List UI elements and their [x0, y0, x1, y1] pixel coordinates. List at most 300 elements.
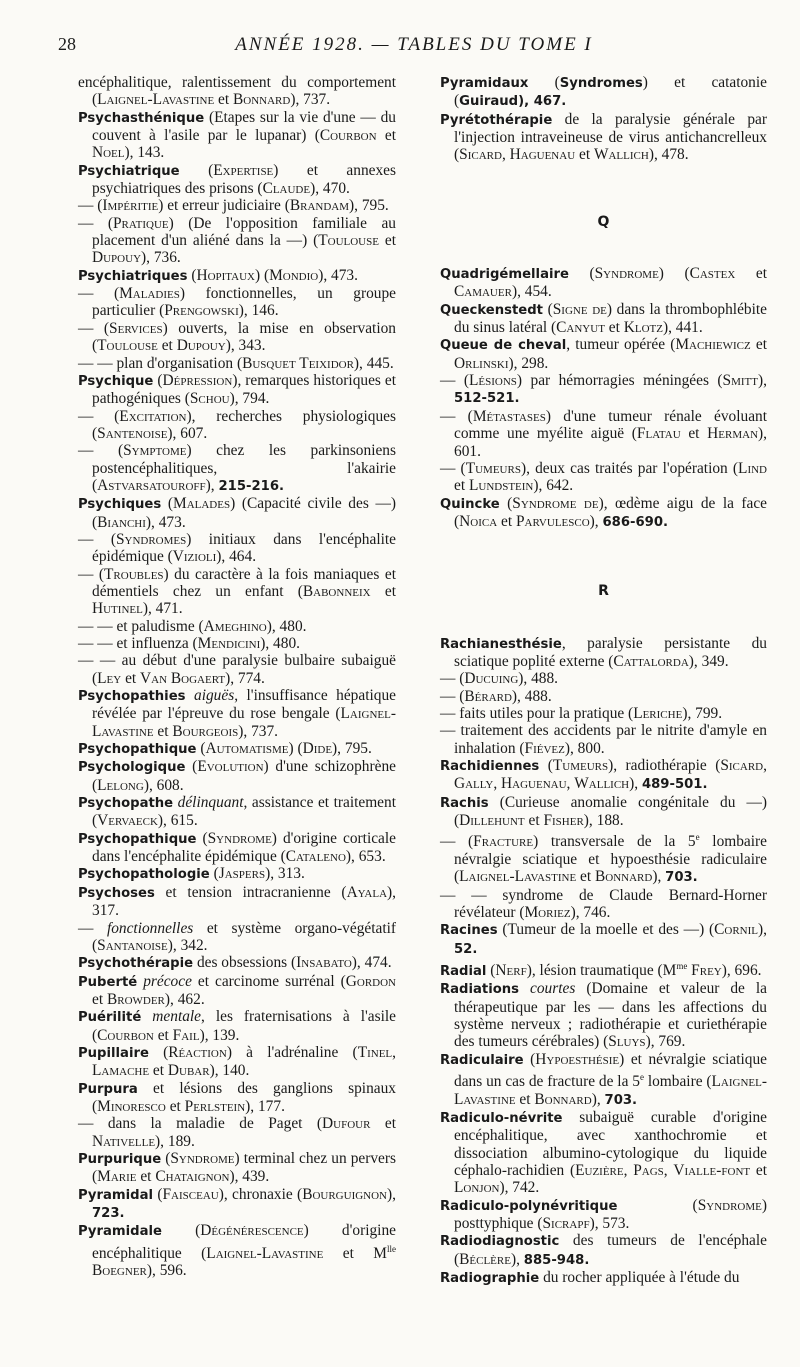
entry-text: et	[136, 1168, 156, 1186]
entry-text: — (	[440, 687, 465, 705]
entry-text: (	[148, 1043, 169, 1061]
entry-headword: Psychiatriques	[78, 268, 188, 284]
entry-text: Vervaeck	[97, 812, 158, 830]
entry-text: Maladies	[119, 285, 180, 303]
entry-text: Ducuing	[464, 670, 519, 688]
entry-text: ),	[629, 775, 642, 793]
entry-text: — traitement des accidents par le nitrite d'amyle en inhalation (	[440, 722, 767, 757]
entry-text: (	[499, 494, 513, 512]
entry-text: Euzière	[575, 1161, 624, 1179]
entry-text: (	[153, 1185, 163, 1203]
entry-text: (	[523, 1050, 536, 1068]
entry-text	[519, 980, 530, 997]
entry-text: Dide	[302, 740, 333, 758]
entry-text: ), 177.	[245, 1097, 285, 1115]
entry-text: ), remarques historiques et pathogéniques (	[92, 371, 396, 408]
entry-text: ), 607.	[167, 424, 208, 442]
index-entry	[440, 74, 767, 111]
entry-text: — (	[440, 833, 474, 851]
entry-text: ), 441.	[662, 319, 703, 337]
entry-text: ,	[763, 756, 767, 774]
entry-text: Insabato	[296, 954, 352, 972]
index-entry	[78, 285, 396, 320]
entry-text: et	[378, 232, 396, 250]
entry-text: lle	[386, 1243, 396, 1254]
entry-text: 512-521.	[454, 391, 520, 407]
entry-text: Hopitaux	[196, 266, 255, 284]
index-entry	[78, 74, 396, 109]
entry-text: (	[568, 265, 595, 283]
index-entry	[440, 887, 767, 922]
entry-text: ) à l'adrénaline (	[226, 1043, 358, 1061]
entry-text	[186, 687, 195, 704]
entry-text: Syndrome	[697, 1196, 762, 1214]
entry-headword: Psychoses	[78, 885, 155, 901]
entry-text: Cataleno	[285, 848, 346, 866]
entry-text: ),	[387, 1185, 396, 1203]
entry-text: et M	[323, 1244, 387, 1262]
entry-text: et	[680, 425, 708, 443]
index-entry	[78, 1115, 396, 1150]
index-entry	[78, 197, 396, 214]
entry-text: ) d'une schizophrène (	[92, 758, 396, 794]
index-entry	[78, 884, 396, 920]
entry-text: ) ouverts, la mise en observation (	[92, 319, 396, 355]
entry-text: Machiewicz	[675, 336, 751, 354]
entry-text: Impéritie	[102, 197, 159, 215]
entry-text: ), 298.	[508, 354, 549, 372]
entry-text: et	[376, 127, 396, 145]
entry-text: Vialle-font	[673, 1161, 751, 1179]
entry-headword: Quincke	[440, 496, 500, 512]
entry-text: Toulouse	[97, 337, 158, 355]
index-entry	[78, 1222, 396, 1279]
entry-text: et	[214, 91, 233, 109]
entry-text: ), 473.	[318, 266, 358, 284]
entry-text: et	[604, 319, 624, 337]
entry-text: et	[370, 1115, 396, 1133]
entry-text: Syndromes	[115, 530, 187, 548]
entry-headword: Psychopathies	[78, 689, 186, 705]
entry-text: ), 596.	[146, 1262, 187, 1280]
entry-text: Symptome	[123, 442, 187, 460]
entry-text: (	[161, 1222, 201, 1240]
entry-text: Bourguignon	[302, 1185, 388, 1203]
entry-text: Haguenau	[501, 775, 567, 793]
entry-text: Laignel-Lavastine	[92, 705, 396, 740]
index-entry	[440, 460, 767, 495]
entry-text: e	[639, 1072, 644, 1083]
entry-headword: Radiculaire	[440, 1052, 524, 1068]
entry-text: 885-948.	[523, 1252, 590, 1268]
entry-text: , tumeur opérée (	[566, 336, 676, 354]
entry-text: Laignel-Lavastine	[206, 1244, 324, 1262]
entry-text: Pratique	[113, 214, 169, 232]
entry-text: ) et erreur judiciaire (	[158, 197, 290, 215]
entry-text: ) fonctionnelles, un groupe particulier (	[92, 285, 396, 320]
index-entry	[440, 1109, 767, 1197]
index-entry	[440, 670, 767, 687]
entry-text: ), 653.	[345, 848, 386, 866]
entry-text: Minoresco	[97, 1097, 166, 1115]
right-column	[440, 74, 767, 1287]
index-entry	[440, 958, 767, 980]
entry-text: ),	[758, 921, 767, 939]
entry-text: 686-690.	[602, 514, 669, 530]
entry-text: Klotz	[623, 319, 663, 337]
index-entry	[440, 1197, 767, 1233]
entry-text: ), 146.	[238, 302, 279, 320]
index-entry	[78, 687, 396, 740]
entry-text: ) chez les parkinsoniens postencéphalitiques, l'akairie (	[92, 442, 396, 494]
entry-text: ), 342.	[167, 936, 208, 954]
entry-text: Claude	[262, 180, 311, 198]
entry-text: et	[157, 337, 177, 355]
entry-text: ),	[205, 476, 219, 494]
entry-text: Noica	[459, 512, 498, 530]
entry-text: ) (De l'opposition familiale au placement d'un aliéné dans la —) (	[92, 214, 396, 250]
index-entry	[78, 408, 396, 443]
entry-text: Toulouse	[318, 232, 379, 250]
entry-text: lombaire (	[643, 1073, 712, 1091]
entry-text: Cornil	[714, 921, 759, 939]
entry-text: Santanoise	[97, 936, 168, 954]
entry-text: — (	[440, 459, 466, 477]
index-entry	[440, 301, 767, 337]
entry-headword: Quadrigémellaire	[440, 267, 569, 283]
entry-text: — (	[78, 565, 105, 583]
index-entry	[440, 829, 767, 886]
index-entry	[440, 111, 767, 164]
entry-text: délinquant	[177, 794, 244, 812]
index-entry	[78, 865, 396, 883]
entry-text: et lésions des ganglions spinaux (	[92, 1079, 396, 1115]
entry-text: Métastases	[472, 407, 546, 425]
entry-text: et	[153, 722, 173, 740]
entry-text: ), 488.	[511, 687, 552, 705]
index-entry	[440, 757, 767, 794]
entry-text: me	[676, 960, 688, 971]
entry-text	[141, 1008, 152, 1025]
entry-text: ) et annexes psychiatriques des prisons (	[92, 161, 396, 198]
entry-text: (	[486, 962, 496, 979]
entry-text: — (	[440, 372, 469, 390]
entry-text: Flatau	[636, 425, 681, 443]
entry-text: — (	[78, 285, 120, 303]
entry-text: ), 439.	[229, 1168, 270, 1186]
index-entry	[78, 652, 396, 687]
entry-text: ), 615.	[157, 812, 198, 830]
entry-text: Sicard	[459, 146, 502, 164]
index-entry	[78, 267, 396, 285]
entry-text: Dépression	[162, 371, 233, 389]
entry-headword: Queue de cheval	[440, 338, 567, 354]
entry-text: — — plan d'organisation (	[78, 354, 243, 372]
entry-headword: Radiations	[440, 982, 520, 998]
entry-text: Chataignon	[155, 1168, 230, 1186]
entry-headword: Psychique	[78, 373, 154, 389]
entry-text: Marie	[97, 1168, 137, 1186]
entry-text: et carcinome surrénal (	[191, 972, 346, 990]
entry-text: Brandam	[289, 197, 350, 215]
entry-text: ), 471.	[142, 600, 183, 618]
entry-text: (Etapes sur la vie d'une — du couvent à l'asile par le lupanar) (	[92, 108, 396, 145]
entry-text: lombaire névralgie sciatique et hypoesthésie radiculaire (	[454, 833, 767, 886]
entry-text: Tinel	[357, 1043, 393, 1061]
entry-text: Leriche	[633, 704, 683, 722]
entry-text: Bonnard	[232, 91, 291, 109]
entry-text: et système organo-végétatif (	[92, 919, 396, 954]
entry-text: et	[515, 1090, 535, 1108]
index-entry	[440, 265, 767, 301]
entry-text: Fracture	[473, 833, 534, 851]
entry-text: Busquet Teixidor	[242, 354, 354, 372]
entry-text: Lelong	[97, 776, 144, 794]
index-entry	[440, 408, 767, 460]
entry-text: ,	[501, 146, 510, 164]
index-entry	[78, 920, 396, 955]
entry-text: Béclère	[459, 1250, 511, 1268]
entry-headword: Pyrétothérapie	[440, 112, 553, 128]
entry-headword: Purpura	[78, 1081, 138, 1097]
entry-text: — (	[78, 214, 113, 232]
entry-text: (Curieuse anomalie congénitale du —) (	[454, 793, 767, 829]
section-letter: Q	[597, 213, 610, 230]
entry-headword: Guiraud	[459, 94, 519, 110]
entry-text: Syndrome de	[512, 494, 599, 512]
index-entry	[440, 336, 767, 372]
entry-headword: Radiographie	[440, 1270, 540, 1286]
entry-text: — (	[78, 442, 124, 460]
entry-text: Ley	[97, 669, 122, 687]
entry-text: ) initiaux dans l'encéphalite épidémique (	[92, 530, 396, 566]
entry-text: , l'insuffisance hépatique révélée par l'épreuve du rose bengale (	[92, 687, 396, 723]
entry-text: Vizioli	[172, 548, 217, 566]
index-entry	[78, 954, 396, 972]
entry-text: Bianchi	[97, 513, 146, 531]
entry-text: ), 454.	[511, 283, 552, 301]
entry-text: Evolution	[197, 758, 264, 776]
entry-text: et	[750, 336, 768, 354]
entry-text: ), 696.	[721, 962, 762, 979]
entry-text: Parvulesco	[515, 512, 590, 530]
entry-text: Schou	[189, 390, 230, 408]
entry-text: ) terminal chez un pervers (	[92, 1149, 396, 1186]
entry-text: précoce	[143, 972, 192, 990]
index-entry	[78, 830, 396, 866]
entry-text: Dubar	[167, 1062, 210, 1080]
entry-text: Wallich	[574, 775, 630, 793]
entry-headword: Puberté	[78, 974, 138, 990]
index-entry	[78, 794, 396, 830]
entry-text: Smitt	[722, 372, 758, 390]
entry-text: Sicrapf	[542, 1214, 590, 1232]
entry-text: ), 774.	[225, 669, 265, 687]
entry-text: Mondio	[269, 266, 319, 284]
entry-text: Fiévez	[524, 739, 565, 757]
entry-text: , les fraternisations à l'asile (	[92, 1008, 396, 1044]
entry-text: ), 317.	[92, 883, 396, 920]
entry-text: ), 769.	[645, 1033, 686, 1051]
entry-text: 723.	[92, 1206, 125, 1221]
entry-text: — (	[78, 197, 103, 215]
entry-text: ), 140.	[209, 1062, 250, 1080]
entry-text: (Tumeur de la moelle et des —) (	[497, 921, 715, 939]
index-entry	[78, 618, 396, 635]
entry-text: ,	[566, 775, 575, 793]
entry-text: ),	[510, 1250, 524, 1268]
entry-text: —	[78, 919, 107, 937]
entry-text: ), 478.	[648, 146, 689, 164]
entry-text: 52.	[454, 941, 478, 957]
entry-text: ,	[663, 1161, 674, 1179]
entry-headword: Psychasthénique	[78, 110, 205, 126]
entry-headword: Psychopathique	[78, 742, 197, 758]
entry-text: Nerf	[495, 962, 527, 979]
entry-text: Syndrome	[594, 265, 659, 283]
entry-text: ), 746.	[570, 903, 611, 921]
entry-text: Tumeurs	[552, 756, 609, 774]
entry-text: et	[750, 1161, 767, 1179]
entry-text: ,	[623, 1161, 634, 1179]
entry-text: Canyut	[556, 319, 605, 337]
entry-text: et	[370, 582, 396, 600]
entry-text: Lind	[738, 459, 767, 477]
entry-text: ), 742.	[499, 1179, 540, 1197]
entry-text: et	[524, 812, 544, 829]
entry-text: ) d'origine corticale dans l'encéphalite épidémique (	[92, 829, 396, 866]
entry-text: — — et influenza (	[78, 635, 198, 652]
entry-text: et	[454, 477, 469, 495]
entry-text: et	[165, 1097, 185, 1115]
left-column	[78, 74, 396, 1280]
index-entry	[78, 1080, 396, 1116]
entry-text: Boegner	[92, 1262, 147, 1280]
entry-text: (	[209, 865, 219, 883]
entry-text: (	[161, 495, 174, 513]
entry-text: Mendicini	[197, 635, 261, 652]
entry-text: ), radiothérapie (	[608, 756, 721, 774]
entry-headword: Puérilité	[78, 1010, 142, 1026]
entry-headword: Syndromes	[559, 76, 643, 91]
entry-text: Dégénérescence	[200, 1222, 304, 1240]
entry-text: Lundstein	[468, 477, 534, 495]
entry-text: Gordon	[345, 972, 396, 990]
entry-text: mentale	[152, 1008, 202, 1026]
entry-text: ), 736.	[141, 249, 181, 267]
entry-text: et	[149, 1062, 168, 1080]
entry-headword: Psychopathologie	[78, 867, 210, 883]
entry-headword: Queckenstedt	[440, 302, 543, 318]
index-entry	[440, 722, 767, 757]
entry-headword: Psychiatrique	[78, 163, 180, 179]
entry-text: Bourgeois	[172, 722, 239, 740]
entry-text: du rocher appliquée à l'étude du	[539, 1268, 740, 1286]
entry-text: , paralysie persistante du sciatique poplité externe (	[454, 634, 767, 670]
section-letter: R	[598, 583, 609, 600]
entry-text: ), 473.	[145, 513, 186, 531]
entry-text: ), 480.	[266, 617, 307, 635]
entry-text: Astvarsatouroff	[97, 476, 206, 494]
entry-text: 215-216.	[218, 478, 285, 494]
entry-text: — — syndrome de Claude Bernard-Horner révélateur (	[440, 886, 767, 921]
entry-text: (	[187, 266, 197, 284]
entry-text: Santenoise	[97, 424, 168, 442]
entry-headword: Rachis	[440, 795, 489, 811]
entry-text: Camauer	[454, 283, 512, 301]
entry-text: Faisceau	[162, 1185, 219, 1203]
entry-text: Browder	[106, 990, 165, 1008]
index-entry	[78, 320, 396, 355]
entry-text: Lonjon	[454, 1179, 500, 1197]
entry-text: (	[617, 1196, 698, 1214]
index-entry	[78, 758, 396, 794]
running-title: ANNÉE 1928. — TABLES DU TOME I	[235, 34, 593, 55]
entry-text: Syndrome	[170, 1149, 235, 1167]
entry-text: ),	[591, 1090, 605, 1108]
index-entry	[78, 973, 396, 1009]
index-entry	[78, 355, 396, 372]
entry-text: — (	[78, 530, 116, 548]
entry-text: (	[185, 758, 198, 776]
entry-text: et	[497, 512, 516, 530]
entry-text: ), 470.	[310, 180, 350, 198]
entry-text: ) et catatonie (	[454, 74, 767, 110]
entry-text: — (	[440, 407, 473, 425]
entry-text: ),	[652, 868, 666, 886]
entry-text: subaiguë curable d'origine encéphalitique, avec xanthochromie et dissociation albumino-cytologique du liquide céphalo-rachidien (	[454, 1108, 767, 1179]
index-entry	[78, 1186, 396, 1223]
entry-text: Réaction	[168, 1043, 227, 1061]
index-entry	[78, 372, 396, 408]
entry-text: ), 464.	[216, 548, 257, 566]
entry-text: Babonneix	[302, 582, 371, 600]
entry-text: Gally	[454, 775, 494, 793]
entry-text: ), 445.	[353, 354, 394, 372]
entry-headword: Rachidiennes	[440, 758, 540, 774]
entry-text: ) (	[254, 266, 270, 284]
entry-text: ),	[589, 512, 603, 530]
index-entry	[440, 705, 767, 722]
index-entry	[440, 794, 767, 830]
entry-text: Bérard	[464, 687, 512, 705]
entry-text: — dans la maladie de Paget (	[78, 1115, 323, 1133]
entry-text: ), 343.	[225, 337, 266, 355]
entry-text: Castex	[689, 265, 736, 283]
entry-text: Laignel-Lavastine	[97, 91, 215, 109]
entry-text: ) (	[658, 265, 690, 283]
entry-text: ), 800.	[564, 739, 605, 757]
entry-text: — — et paludisme (	[78, 617, 204, 635]
page-number: 28	[58, 34, 76, 54]
entry-text: Wallich	[593, 146, 649, 164]
entry-text: ), 608.	[143, 776, 184, 794]
entry-text: Hypoesthésie	[535, 1050, 620, 1068]
entry-text: Noel	[92, 144, 125, 162]
entry-text: Troubles	[104, 565, 164, 583]
entry-text: (Domaine et valeur de la thérapeutique par les — dans les affections du système nerveux ; radiothérapie et curiethérapie des tumeurs cérébrales) (	[454, 980, 767, 1051]
entry-text: Dillehunt	[459, 812, 525, 829]
entry-text: Sluys	[608, 1033, 646, 1051]
entry-text: ), 488.	[518, 670, 559, 688]
entry-text: Prengowski	[164, 302, 239, 320]
entry-headword: Pupillaire	[78, 1045, 149, 1061]
entry-text: Lésions	[468, 372, 517, 390]
entry-text: Orlinski	[454, 354, 509, 372]
entry-text: et	[576, 868, 595, 886]
entry-text: Moriez	[524, 903, 571, 921]
entry-text: ) du caractère à la fois maniaques et démentiels chez un enfant (	[92, 565, 396, 600]
